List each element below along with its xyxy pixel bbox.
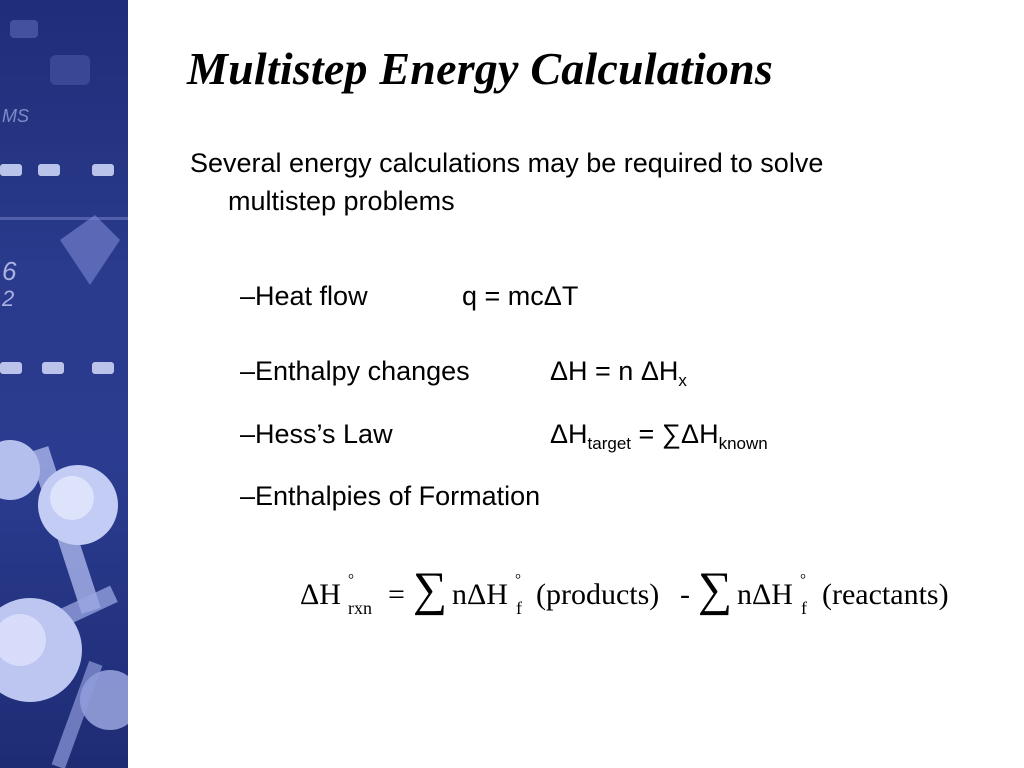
item-label: –Enthalpy changes xyxy=(240,356,470,386)
eq-reactants: (reactants) xyxy=(822,578,949,611)
hess-dh: ΔH xyxy=(550,419,588,449)
slide-title: Multistep Energy Calculations xyxy=(187,43,774,94)
item-label: –Hess’s Law xyxy=(240,419,393,449)
eq-sum-2: ∑ xyxy=(698,563,733,616)
molecule-model-icon xyxy=(0,0,128,768)
eq-f-1: f xyxy=(516,598,522,618)
eq-delta-h: ΔH xyxy=(300,578,341,611)
eq-n-delta-h-2: nΔH xyxy=(737,578,793,611)
intro-line-1: Several energy calculations may be required to solve xyxy=(190,148,824,178)
eq-f-2: f xyxy=(801,598,807,618)
enthalpy-formula xyxy=(550,356,687,390)
hess-known-sub: known xyxy=(718,434,768,453)
eq-degree-2: ° xyxy=(515,572,521,588)
decorative-sidebar-image xyxy=(0,0,128,768)
eq-equals: = xyxy=(388,578,405,611)
enthalpy-formula-sub: x xyxy=(678,371,687,390)
eq-degree-1: ° xyxy=(348,572,354,588)
svg-text:6: 6 xyxy=(2,256,17,286)
svg-text:MS: MS xyxy=(2,106,29,126)
hess-formula xyxy=(550,419,768,453)
eq-n-delta-h-1: nΔH xyxy=(452,578,508,611)
intro-paragraph xyxy=(190,144,970,220)
hess-sum: = ∑ΔH xyxy=(631,419,719,449)
eq-sum-1: ∑ xyxy=(413,563,448,616)
list-item-enthalpies-formation xyxy=(240,481,540,512)
list-item-heat-flow xyxy=(240,281,579,312)
item-label: –Enthalpies of Formation xyxy=(240,481,541,511)
enthalpy-formula-main: ΔH = n ΔH xyxy=(550,356,679,386)
eq-degree-3: ° xyxy=(800,572,806,588)
svg-text:2: 2 xyxy=(2,286,15,311)
heat-flow-formula: q = mcΔT xyxy=(462,281,579,311)
eq-products: (products) xyxy=(536,578,660,611)
eq-minus: - xyxy=(680,578,690,611)
enthalpy-of-reaction-equation xyxy=(300,563,980,628)
intro-line-2: multistep problems xyxy=(228,186,455,216)
eq-rxn: rxn xyxy=(348,598,372,618)
item-label: –Heat flow xyxy=(240,281,368,311)
hess-target-sub: target xyxy=(587,434,632,453)
